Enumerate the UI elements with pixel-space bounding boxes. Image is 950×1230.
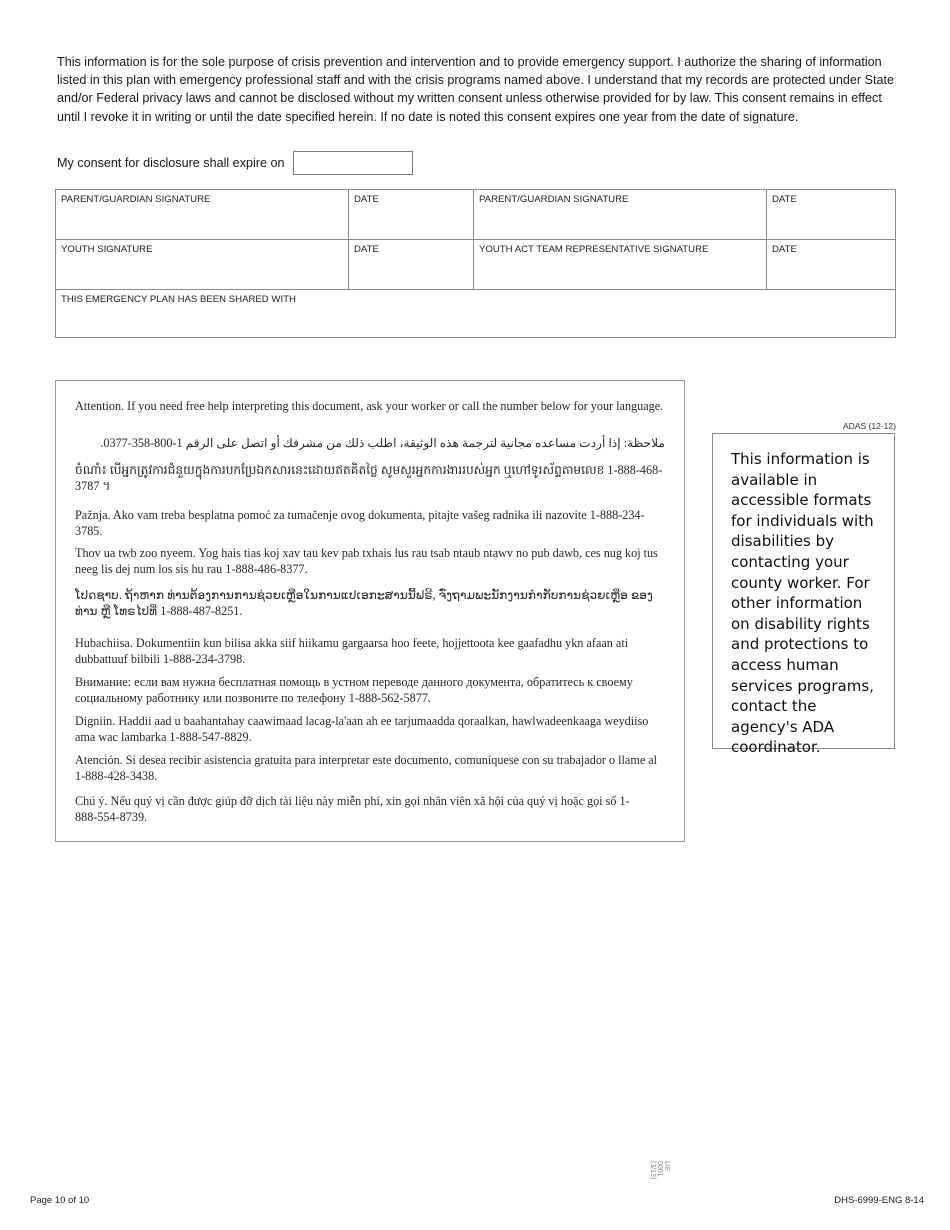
date-field-4[interactable]: DATE xyxy=(767,240,896,290)
notice-vietnamese: Chú ý. Nếu quý vị cần được giúp đỡ dịch tài liệu này miễn phí, xin gọi nhân viên xã hội của quý vị hoặc gọi số 1-888-554-8739. xyxy=(75,794,630,824)
signature-table xyxy=(55,189,896,338)
consent-expire-label: My consent for disclosure shall expire on xyxy=(57,156,285,170)
shared-with-row xyxy=(56,290,896,338)
parent-guardian-signature-field-2[interactable]: PARENT/GUARDIAN SIGNATURE xyxy=(474,190,767,240)
language-assistance-notice xyxy=(55,380,685,1180)
notice-lao: ໂປດຊາບ. ຖ້າຫາກ ທ່ານຕ້ອງການການຊ່ວຍເຫຼືອໃນການແປເອກະສານນີ້ຟຣີ, ຈົ່ງຖາມພະນັກງານກໍາກັບການຊ່ວຍເຫຼືອ ຂອງທ່ານ ຫຼື ໂທຣໄປທີ່ 1-888-487-8251. xyxy=(75,588,653,618)
notice-form-code: LIE 0001 (3/13) xyxy=(649,1161,670,1180)
notice-somali: Digniin. Haddii aad u baahantahay caawimaad lacag-la'aan ah ee tarjumaadda qoraalkan, hawlwadeenkaaga weydiiso ama wac lambarka 1-888-547-8829. xyxy=(75,714,649,744)
signature-row-parents xyxy=(56,190,896,240)
notice-cambodian: ចំណាំ៖ បើអ្នកត្រូវការជំនួយក្នុងការបកប្រែឯកសារនេះដោយឥតគិតថ្លៃ សូមសួរអ្នកការងាររបស់អ្នក ឬហៅទូរស័ព្ទតាមលេខ 1-888-468-3787 ។ xyxy=(75,463,663,493)
youth-signature-field[interactable]: YOUTH SIGNATURE xyxy=(56,240,349,290)
ada-accessibility-notice: This information is available in accessible formats for individuals with disabilities by contacting your county worker. For other information on disability rights and protections to access human services programs, contact the agency's ADA coordinator. xyxy=(712,433,895,749)
notice-bosnian: Pažnja. Ako vam treba besplatna pomoć za tumačenje ovog dokumenta, pitajte vašeg radnika ili nazovite 1-888-234-3785. xyxy=(75,508,645,538)
form-identifier: DHS-6999-ENG 8-14 xyxy=(834,1195,924,1206)
date-field-1[interactable]: DATE xyxy=(349,190,474,240)
notice-oromo: Hubachiisa. Dokumentiin kun bilisa akka siif hiikamu gargaarsa hoo feete, hojjettoota kee gaafadhu ykn afaan ati dubbattuuf bilbili 1-888-234-3798. xyxy=(75,636,629,666)
date-field-2[interactable]: DATE xyxy=(767,190,896,240)
adas-form-code: ADAS (12-12) xyxy=(843,421,896,431)
notice-russian: Внимание: если вам нужна бесплатная помощь в устном переводе данного документа, обратитесь к своему социальному работнику или позвоните по телефону 1-888-562-5877. xyxy=(75,675,633,705)
notice-hmong: Thov ua twb zoo nyeem. Yog hais tias koj xav tau kev pab txhais lus rau tsab ntaub ntawv no pub dawb, ces nug koj tus neeg lis dej num los sis hu rau 1-888-486-8377. xyxy=(75,546,658,576)
consent-expire-date-input[interactable] xyxy=(293,151,413,175)
page-number: Page 10 of 10 xyxy=(30,1195,90,1206)
plan-shared-with-field[interactable]: THIS EMERGENCY PLAN HAS BEEN SHARED WITH xyxy=(56,290,896,338)
signature-row-youth xyxy=(56,240,896,290)
act-team-representative-signature-field[interactable]: YOUTH ACT TEAM REPRESENTATIVE SIGNATURE xyxy=(474,240,767,290)
notice-arabic: ملاحظة: إذا أردت مساعده مجانية لترجمة هذه الوثيقة، اطلب ذلك من مشرفك أو اتصل على الرقم 1-800-358-0377. xyxy=(100,436,665,450)
date-field-3[interactable]: DATE xyxy=(349,240,474,290)
parent-guardian-signature-field-1[interactable]: PARENT/GUARDIAN SIGNATURE xyxy=(56,190,349,240)
notice-spanish: Atención. Si desea recibir asistencia gratuita para interpretar este documento, comuníquese con su trabajador o llame al 1-888-428-3438. xyxy=(75,753,658,783)
notice-english: Attention. If you need free help interpreting this document, ask your worker or call the number below for your language. xyxy=(75,399,664,413)
consent-expiration-row xyxy=(57,150,413,176)
consent-paragraph: This information is for the sole purpose of crisis prevention and intervention and to provide emergency support. I authorize the sharing of information listed in this plan with emergency professional staff and with the crisis programs named above. I understand that my records are protected under State and/or Federal privacy laws and cannot be disclosed without my written consent unless otherwise provided for by law. This consent remains in effect until I revoke it in writing or until the date specified herein. If no date is noted this consent expires one year from the date of signature. xyxy=(57,55,894,124)
